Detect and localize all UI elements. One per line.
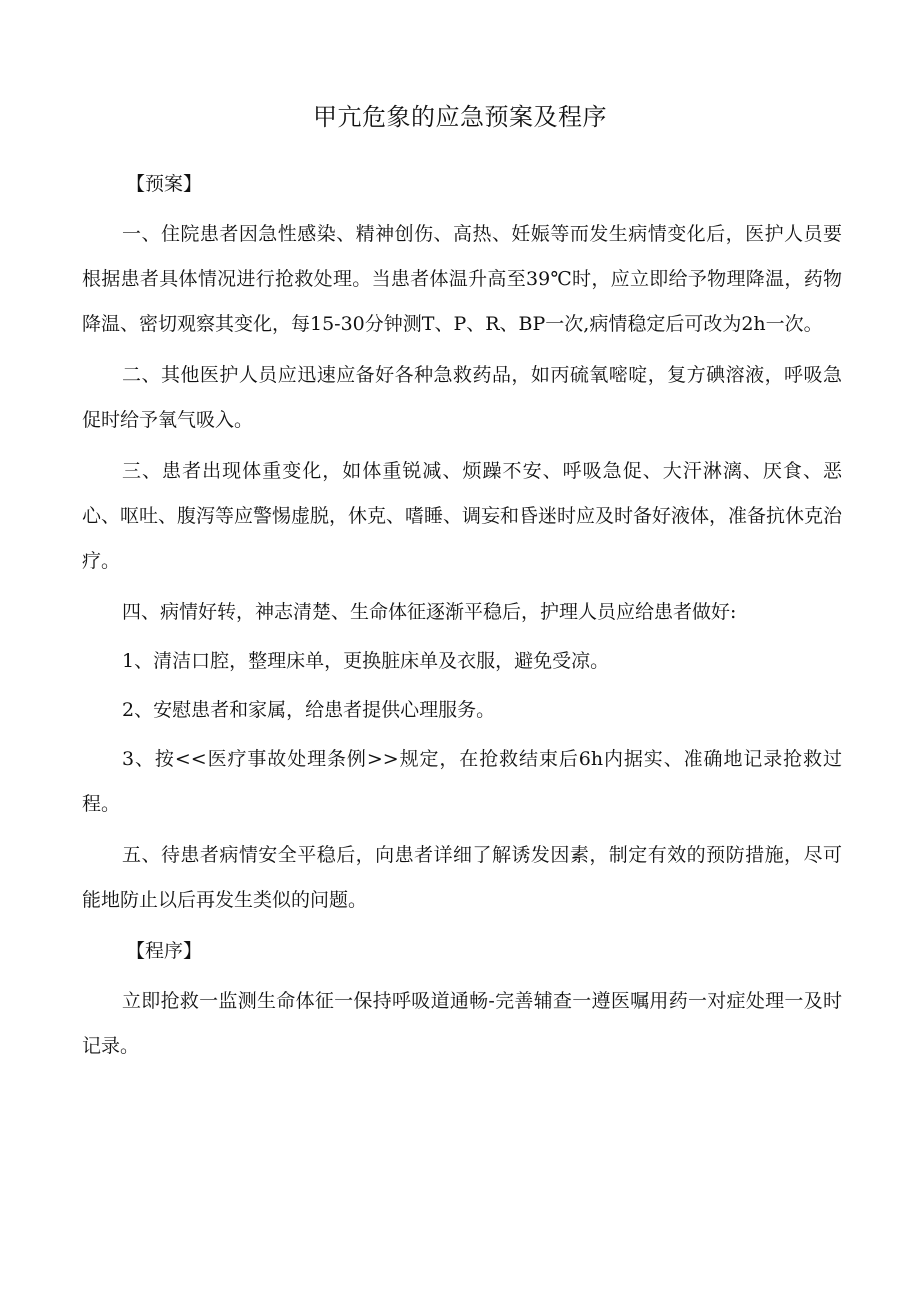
plan-item-1: 一、住院患者因急性感染、精神创伤、高热、妊娠等而发生病情变化后，医护人员要根据患者具体情况进行抢救处理。当患者体温升高至39℃时，应立即给予物理降温，药物降温、密切观察其变化，每15-30分钟测T、P、R、BP一次,病情稳定后可改为2h一次。 bbox=[82, 223, 842, 335]
plan-item-2: 二、其他医护人员应迅速应备好各种急救药品，如丙硫氧嘧啶，复方碘溶液，呼吸急促时给予氧气吸入。 bbox=[82, 364, 842, 431]
plan-subitem-3: 3、按<<医疗事故处理条例>>规定，在抢救结束后6h内据实、准确地记录抢救过程。 bbox=[82, 748, 842, 815]
plan-heading: 【预案】 bbox=[126, 173, 203, 195]
document-body bbox=[82, 162, 842, 1075]
procedure-heading: 【程序】 bbox=[126, 940, 203, 962]
plan-item-4: 四、病情好转，神志清楚、生命体征逐渐平稳后，护理人员应给患者做好: bbox=[122, 601, 737, 623]
plan-subitem-2: 2、安慰患者和家属，给患者提供心理服务。 bbox=[122, 699, 496, 721]
plan-item-3: 三、患者出现体重变化，如体重锐减、烦躁不安、呼吸急促、大汗淋漓、厌食、恶心、呕吐、腹泻等应警惕虚脱，休克、嗜睡、调妄和昏迷时应及时备好液体，准备抗休克治疗。 bbox=[82, 460, 843, 572]
procedure-text: 立即抢救一监测生命体征一保持呼吸道通畅-完善辅查一遵医嘱用药一对症处理一及时记录。 bbox=[82, 990, 842, 1057]
document-title: 甲亢危象的应急预案及程序 bbox=[313, 103, 607, 131]
plan-item-5: 五、待患者病情安全平稳后，向患者详细了解诱发因素，制定有效的预防措施，尽可能地防止以后再发生类似的问题。 bbox=[82, 844, 842, 911]
plan-subitem-1: 1、清洁口腔，整理床单，更换脏床单及衣服，避免受凉。 bbox=[122, 650, 610, 672]
